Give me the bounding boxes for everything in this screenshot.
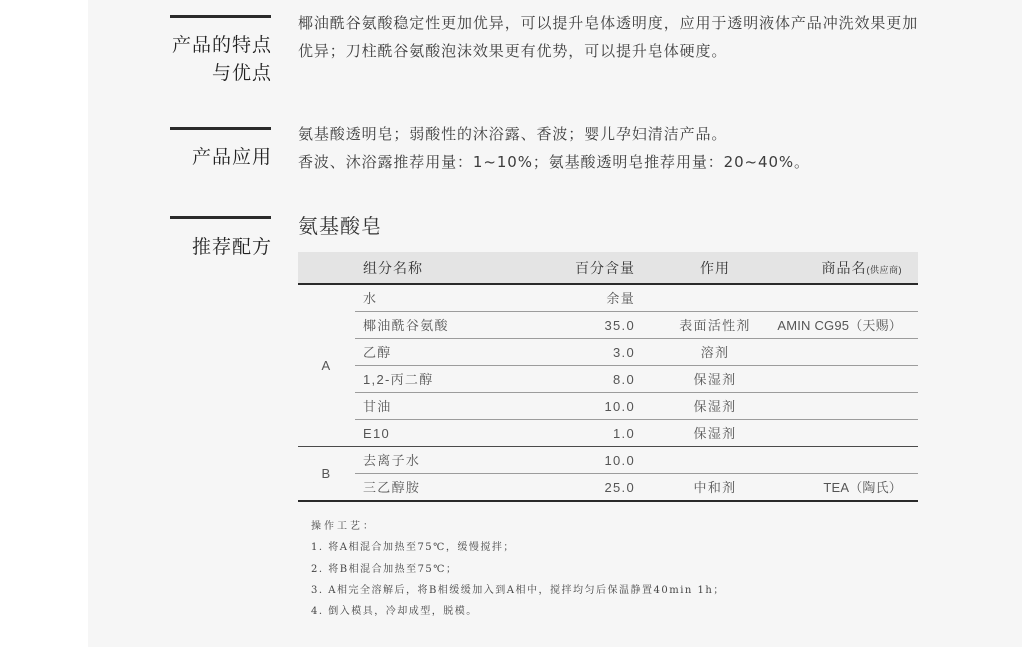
ingredient-percent: 8.0 (540, 366, 655, 393)
features-text-line: 椰油酰谷氨酸稳定性更加优异，可以提升皂体透明度，应用于透明液体产品冲洗效果更加 (298, 14, 919, 32)
ingredient-role: 溶剂 (655, 339, 775, 366)
ingredient-percent: 10.0 (540, 447, 655, 474)
table-header-percent: 百分含量 (540, 252, 655, 284)
formula-table (298, 252, 918, 502)
process-step: 4. 倒入模具，冷却成型，脱模。 (311, 606, 478, 618)
supplier-note: (供应商) (866, 264, 902, 275)
application-text-line: 氨基酸透明皂；弱酸性的沐浴露、香波；婴儿孕妇清洁产品。 (298, 125, 728, 143)
features-label-line1: 产品的特点 (171, 34, 272, 56)
ingredient-trade-name (775, 339, 918, 366)
ingredient-name: 去离子水 (355, 447, 540, 474)
features-section-bar (170, 15, 271, 18)
phase-cell: A (321, 358, 332, 373)
ingredient-role: 表面活性剂 (655, 312, 775, 339)
ingredient-name: E10 (363, 425, 391, 441)
table-header-trade-name (775, 252, 918, 284)
formula-title: 氨基酸皂 (298, 214, 382, 238)
ingredient-trade-name (775, 393, 918, 420)
application-text-line: 香波、沐浴露推荐用量：1~10%；氨基酸透明皂推荐用量：20~40%。 (298, 153, 810, 171)
ingredient-name: 水 (355, 284, 540, 312)
process-step: 2. 将B相混合加热至75℃； (311, 563, 458, 575)
ingredient-percent: 10.0 (540, 393, 655, 420)
table-row (298, 339, 918, 366)
ingredient-trade-name (775, 366, 918, 393)
table-row (298, 366, 918, 393)
application-section-bar (170, 127, 271, 130)
table-header-phase (298, 252, 355, 284)
ingredient-percent: 35.0 (540, 312, 655, 339)
ingredient-role (655, 447, 775, 474)
ingredient-role: 保湿剂 (655, 393, 775, 420)
table-row (298, 284, 918, 312)
table-header-role: 作用 (655, 252, 775, 284)
ingredient-trade-name: AMIN CG95（天赐） (775, 312, 918, 339)
ingredient-role: 保湿剂 (693, 425, 737, 441)
ingredient-percent: 3.0 (540, 339, 655, 366)
process-title: 操作工艺： (311, 521, 376, 532)
ingredient-percent: 1.0 (613, 425, 635, 441)
ingredient-trade-name (775, 284, 918, 312)
process-step: 3. A相完全溶解后，将B相缓缓加入到A相中，搅拌均匀后保温静置40min 1h； (311, 584, 725, 596)
ingredient-trade-name: TEA（陶氏） (775, 474, 918, 502)
table-header-name: 组分名称 (355, 252, 540, 284)
process-step: 1. 将A相混合加热至75℃，缓慢搅拌； (311, 542, 515, 554)
ingredient-role: 中和剂 (655, 474, 775, 502)
table-row (298, 474, 918, 502)
ingredient-name: 三乙醇胺 (355, 474, 540, 502)
ingredient-role: 保湿剂 (655, 366, 775, 393)
ingredient-percent: 25.0 (540, 474, 655, 502)
ingredient-name: 甘油 (355, 393, 540, 420)
formula-section-bar (170, 216, 271, 219)
ingredient-role (655, 284, 775, 312)
table-row (298, 447, 918, 474)
table-row (298, 420, 918, 447)
process-notes (311, 516, 725, 622)
table-header-row (298, 252, 918, 284)
ingredient-trade-name (775, 420, 918, 447)
ingredient-name: 椰油酰谷氨酸 (355, 312, 540, 339)
phase-cell: B (298, 447, 355, 502)
features-label-line2: 与优点 (211, 62, 272, 84)
table-row (298, 393, 918, 420)
ingredient-name: 乙醇 (355, 339, 540, 366)
features-text-line: 优异；刀柱酰谷氨酸泡沫效果更有优势，可以提升皂体硬度。 (298, 42, 728, 60)
ingredient-trade-name (775, 447, 918, 474)
ingredient-name: 1,2-丙二醇 (355, 366, 540, 393)
ingredient-percent: 余量 (540, 284, 655, 312)
table-row (298, 312, 918, 339)
application-label: 产品应用 (191, 146, 272, 168)
trade-name-header-text: 商品名 (821, 259, 867, 276)
formula-label: 推荐配方 (191, 236, 272, 258)
